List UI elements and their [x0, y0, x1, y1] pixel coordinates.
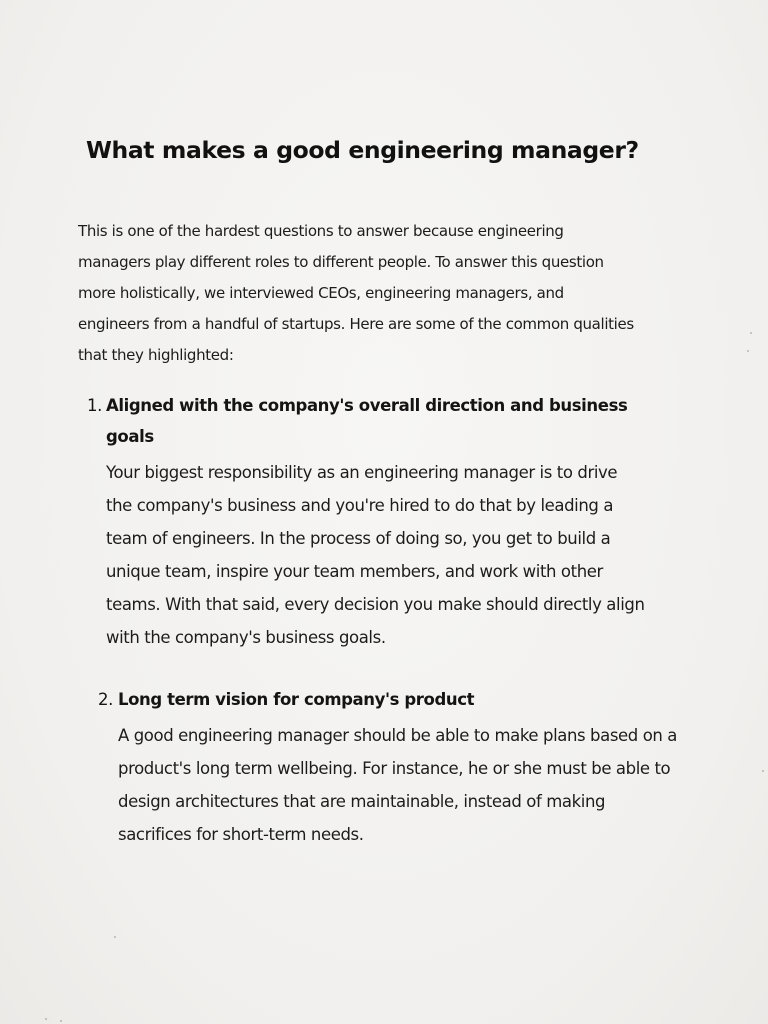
scan-speck	[762, 770, 764, 772]
list-item-heading	[98, 684, 678, 715]
scan-speck	[747, 350, 749, 352]
list-item-title: Aligned with the company's overall direction and business goals	[106, 396, 628, 446]
list-item-number: 1.	[87, 396, 102, 415]
list-item-body: Your biggest responsibility as an engineering manager is to drive the company's business and you're hired to do that by leading a team of engineers. In the process of doing so, you get to build a unique team, inspire your team members, and work with other teams. With that said, every decision you make should directly align with the company's business goals.	[106, 463, 645, 647]
scan-speck	[45, 1018, 47, 1020]
list-item-body: A good engineering manager should be able to make plans based on a product's long term wellbeing. For instance, he or she must be able to design architectures that are maintainable, instead of making sacrifices for short-term needs.	[118, 726, 678, 844]
page-title: What makes a good engineering manager?	[86, 136, 639, 164]
intro-paragraph: This is one of the hardest questions to answer because engineering managers play different roles to different people. To answer this question more holistically, we interviewed CEOs, engineering managers, and engineers from a handful of startups. Here are some of the common qualities that they highlighted:	[78, 222, 634, 364]
list-item-heading	[87, 390, 647, 452]
scan-speck	[114, 936, 116, 938]
scan-speck	[750, 332, 752, 334]
list-item	[87, 390, 647, 654]
list-item	[98, 684, 678, 851]
list-item-number: 2.	[98, 690, 113, 709]
list-item-title: Long term vision for company's product	[118, 690, 475, 709]
scan-speck	[60, 1020, 62, 1022]
